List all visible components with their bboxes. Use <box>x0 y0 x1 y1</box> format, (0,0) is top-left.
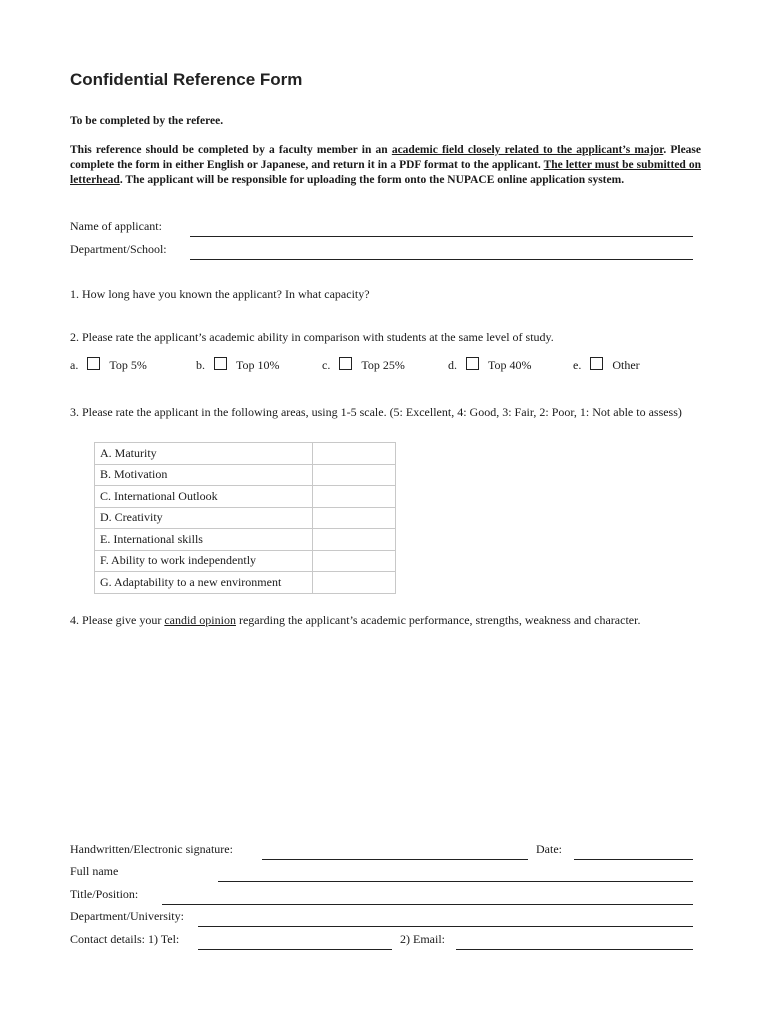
option-letter: c. <box>322 358 331 372</box>
rating-label: D. Creativity <box>95 507 313 529</box>
intro-underline-2: The letter must be submitted on letterhead <box>70 159 701 186</box>
rating-label: F. Ability to work independently <box>95 550 313 572</box>
option-label: Top 5% <box>109 358 147 372</box>
date-label: Date: <box>536 842 562 856</box>
rating-label: G. Adaptability to a new environment <box>95 572 313 594</box>
option-label: Top 40% <box>488 358 532 372</box>
intro-text-3: . The applicant will be responsible for uploading the form onto the NUPACE online application system. <box>119 174 625 186</box>
opinion-area[interactable] <box>70 640 702 820</box>
table-row <box>95 572 396 594</box>
rating-input[interactable] <box>313 529 396 551</box>
option-letter: a. <box>70 358 79 372</box>
rating-input[interactable] <box>313 572 396 594</box>
title-position-label: Title/Position: <box>70 887 139 901</box>
rating-label: E. International skills <box>95 529 313 551</box>
intro-text-1: This reference should be completed by a faculty member in an <box>70 144 392 156</box>
option-b[interactable] <box>196 357 280 373</box>
tel-field[interactable] <box>198 949 392 950</box>
intro-underline-1: academic field closely related to the applicant’s major <box>391 144 664 156</box>
table-row <box>95 464 396 486</box>
table-row <box>95 486 396 508</box>
question-3: 3. Please rate the applicant in the following areas, using 1-5 scale. (5: Excellent, 4: Good, 3: Fair, 2: Poor, 1: Not able to assess) <box>70 405 682 419</box>
department-school-label: Department/School: <box>70 242 167 256</box>
rating-label: C. International Outlook <box>95 486 313 508</box>
checkbox-top-10[interactable] <box>214 357 227 370</box>
option-label: Top 25% <box>361 358 405 372</box>
intro-text-2: . Please complete the form in either English or Japanese, and return it in a PDF format to the applicant. <box>70 144 702 171</box>
page-title: Confidential Reference Form <box>70 70 303 89</box>
option-e[interactable] <box>573 357 640 373</box>
table-row <box>95 443 396 465</box>
q4-text-1: 4. Please give your <box>70 613 165 627</box>
rating-input[interactable] <box>313 464 396 486</box>
option-letter: b. <box>196 358 205 372</box>
date-field[interactable] <box>574 859 693 860</box>
table-row <box>95 529 396 551</box>
department-university-field[interactable] <box>198 926 693 927</box>
department-school-field[interactable] <box>190 259 693 260</box>
tel-label: Contact details: 1) Tel: <box>70 932 180 946</box>
question-4 <box>70 613 640 628</box>
question-1: 1. How long have you known the applicant? In what capacity? <box>70 287 370 301</box>
rating-label: A. Maturity <box>95 443 313 465</box>
full-name-label: Full name <box>70 864 119 878</box>
question-2: 2. Please rate the applicant’s academic ability in comparison with students at the same level of study. <box>70 330 554 344</box>
option-letter: d. <box>448 358 457 372</box>
rating-label: B. Motivation <box>95 464 313 486</box>
rating-input[interactable] <box>313 550 396 572</box>
q4-underline: candid opinion <box>164 613 236 627</box>
checkbox-top-5[interactable] <box>87 357 100 370</box>
table-row <box>95 550 396 572</box>
option-a[interactable] <box>70 357 147 373</box>
signature-field[interactable] <box>262 859 528 860</box>
intro-paragraph <box>70 143 701 188</box>
rating-table <box>94 442 396 594</box>
instruction-referee: To be completed by the referee. <box>70 115 224 127</box>
email-label: 2) Email: <box>400 932 445 946</box>
option-letter: e. <box>573 358 582 372</box>
q4-text-2: regarding the applicant’s academic performance, strengths, weakness and character. <box>235 613 641 627</box>
rating-input[interactable] <box>313 486 396 508</box>
signature-label: Handwritten/Electronic signature: <box>70 842 233 856</box>
full-name-field[interactable] <box>218 881 693 882</box>
checkbox-top-40[interactable] <box>466 357 479 370</box>
option-label: Top 10% <box>236 358 280 372</box>
option-c[interactable] <box>322 357 405 373</box>
email-field[interactable] <box>456 949 693 950</box>
applicant-name-label: Name of applicant: <box>70 219 162 233</box>
option-d[interactable] <box>448 357 532 373</box>
applicant-name-field[interactable] <box>190 236 693 237</box>
rating-input[interactable] <box>313 507 396 529</box>
checkbox-top-25[interactable] <box>339 357 352 370</box>
title-position-field[interactable] <box>162 904 693 905</box>
option-label: Other <box>612 358 640 372</box>
department-university-label: Department/University: <box>70 909 184 923</box>
checkbox-other[interactable] <box>590 357 603 370</box>
table-row <box>95 507 396 529</box>
rating-input[interactable] <box>313 443 396 465</box>
